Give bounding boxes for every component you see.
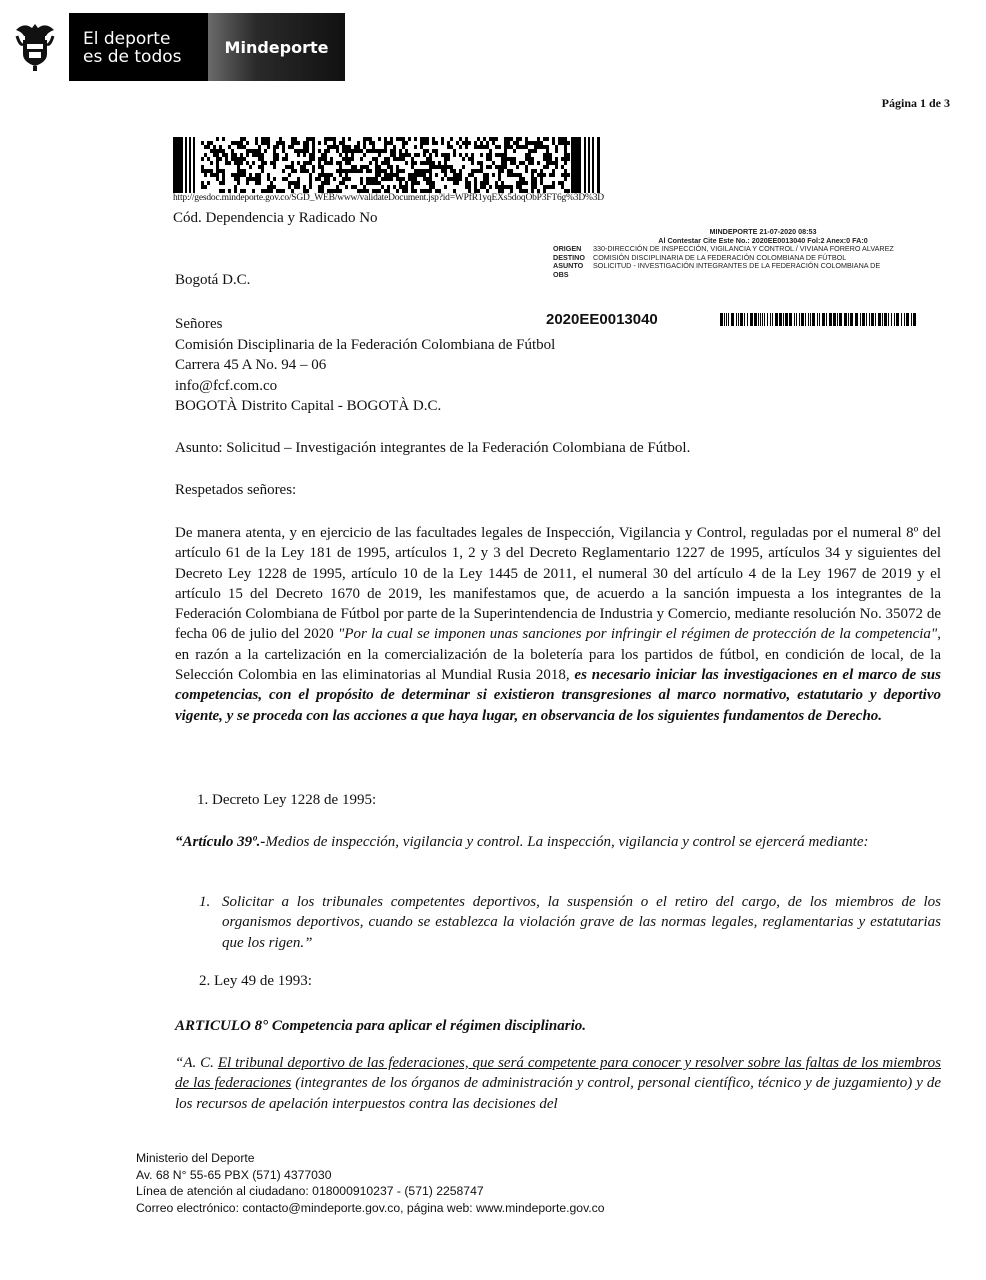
letter-greeting: Respetados señores: (175, 482, 297, 498)
subitem-text: Solicitar a los tribunales competentes deportivos, la suspensión o el retiro del cargo, de los miembros de los organismos deportivos, cuando se establezca la violación grave de las normas legales, reglamentarias y estatutarias que los rigen.” (222, 894, 941, 951)
brand-slogan (69, 13, 208, 81)
recipient-email[interactable]: info@fcf.com.co (175, 377, 278, 394)
article-39-quote (175, 832, 941, 852)
letter-city: Bogotá D.C. (175, 272, 251, 288)
article-39-subitem (199, 892, 941, 953)
subitem-number: 1. (199, 894, 211, 910)
recipient-name: Comisión Disciplinaria de la Federación Colombiana de Fútbol (175, 336, 556, 353)
stamp-key: DESTINO (553, 252, 585, 262)
brand-banner (69, 13, 345, 81)
brand-slogan-line1: El deporte (83, 29, 171, 49)
coat-of-arms-icon (12, 22, 58, 72)
quote-underlined: El tribunal deportivo de las federaciones, que será competente para conocer y resolver sobre las faltas de los miembros de las federaciones (175, 1055, 942, 1092)
quote-prefix: “A. C. (175, 1055, 218, 1071)
brand-slogan-line2: es de todos (83, 47, 182, 67)
stamp-line2: Al Contestar Cite Este No.: 2020EE0013040 Fol:2 Anex:0 FA:0 (658, 235, 868, 245)
footer-hotline: Línea de atención al ciudadano: 018000910237 - (571) 2258747 (136, 1184, 484, 1198)
footer-contact (136, 1150, 605, 1216)
legal-basis-item-1: 1. Decreto Ley 1228 de 1995: (197, 792, 377, 808)
footer-ministry: Ministerio del Deporte (136, 1151, 255, 1165)
validation-barcode (173, 137, 600, 193)
quote-rest: (integrantes de los órganos de administración y control, personal científico, técnico y de juzgamiento) y de los recursos de apelación interpuestos contra las decisiones del (175, 1075, 941, 1112)
article-39-text: Medios de inspección, vigilancia y control. La inspección, vigilancia y control se ejercerá mediante: (265, 834, 869, 850)
radicado-barcode (720, 313, 918, 326)
recipient-salutation: Señores (175, 316, 223, 332)
stamp-value: SOLICITUD - INVESTIGACIÓN INTEGRANTES DE LA FEDERACIÓN COLOMBIANA DE (593, 261, 881, 271)
radicado-stamp (553, 228, 973, 280)
stamp-value: 330-DIRECCIÓN DE INSPECCIÓN, VIGILANCIA Y CONTROL / VIVIANA FORERO ALVAREZ (593, 244, 894, 254)
validation-url[interactable]: http://gesdoc.mindeporte.gov.co/SGD_WEB/www/validateDocument.jsp?id=WPfR1yqEXs5doqObP3FT6g%3D%3D (173, 193, 604, 203)
stamp-line1: MINDEPORTE 21-07-2020 08:53 (709, 227, 817, 236)
footer-address: Av. 68 N° 55-65 PBX (571) 4377030 (136, 1167, 332, 1182)
article-8-quote (175, 1053, 941, 1114)
stamp-value: COMISIÓN DISCIPLINARIA DE LA FEDERACIÓN COLOMBIANA DE FÚTBOL (593, 252, 847, 262)
brand-name: Mindeporte (208, 13, 345, 81)
footer-email-web: Correo electrónico: contacto@mindeporte.gov.co, página web: www.mindeporte.gov.co (136, 1200, 605, 1215)
stamp-key: OBS (553, 269, 569, 279)
body-emphasis: es necesario iniciar las investigaciones en el marco de sus competencias, con el propósito de determinar si existieron transgresiones al marco normativo, estatutario y deportivo vigente, y se proceda con las acciones a que haya lugar, en observancia de los siguientes fundamentos de Derecho. (175, 667, 941, 724)
body-resolution-quote: "Por la cual se imponen unas sanciones por infringir el régimen de protección de la competencia" (338, 626, 938, 643)
legal-basis-item-2: 2. Ley 49 de 1993: (199, 973, 312, 989)
radicado-number: 2020EE0013040 (546, 311, 658, 328)
stamp-row-obs (553, 271, 973, 280)
article-8-title: ARTICULO 8° Competencia para aplicar el régimen disciplinario. (175, 1018, 586, 1034)
stamp-key: ORIGEN (553, 244, 582, 254)
recipient-address: Carrera 45 A No. 94 – 06 (175, 357, 327, 373)
stamp-row-asunto (553, 262, 973, 271)
body-text-cont: , en razón a la cartelización en la comercialización de la boletería para los partidos de fútbol, en condición de local, de la Selección Colombia en las eliminatorias al Mundial Rusia 2018, (175, 626, 941, 684)
radicado-label: Cód. Dependencia y Radicado No (173, 210, 378, 226)
article-39-title: “Artículo 39º.- (175, 834, 266, 850)
letter-body (175, 523, 941, 726)
recipient-city: BOGOTÀ Distrito Capital - BOGOTÀ D.C. (175, 398, 442, 414)
letter-subject: Asunto: Solicitud – Investigación integrantes de la Federación Colombiana de Fútbol. (175, 440, 691, 456)
stamp-key: ASUNTO (553, 261, 584, 271)
recipient-block (175, 314, 555, 417)
page-indicator: Página 1 de 3 (881, 96, 950, 110)
body-text: De manera atenta, y en ejercicio de las facultades legales de Inspección, Vigilancia y Control, reguladas por el numeral 8º del artículo 61 de la Ley 181 de 1995, artículos 1, 2 y 3 del Decreto Reglamentario 1227 de 1995, artículos 34 y siguientes del Decreto Ley 1228 de 1995, artículo 10 de la Ley 1445 de 2011, el numeral 30 del artículo 4 de la Ley 1967 de 2019 y el artículo 15 del Decreto 1670 de 2019, les manifestamos que, de acuerdo a la sanción impuesta a los integrantes de la Federación Colombiana de Fútbol por parte de la Superintendencia de Industria y Comercio, mediante resolución No. 35072 de fecha 06 de julio del 2020 (175, 525, 941, 643)
